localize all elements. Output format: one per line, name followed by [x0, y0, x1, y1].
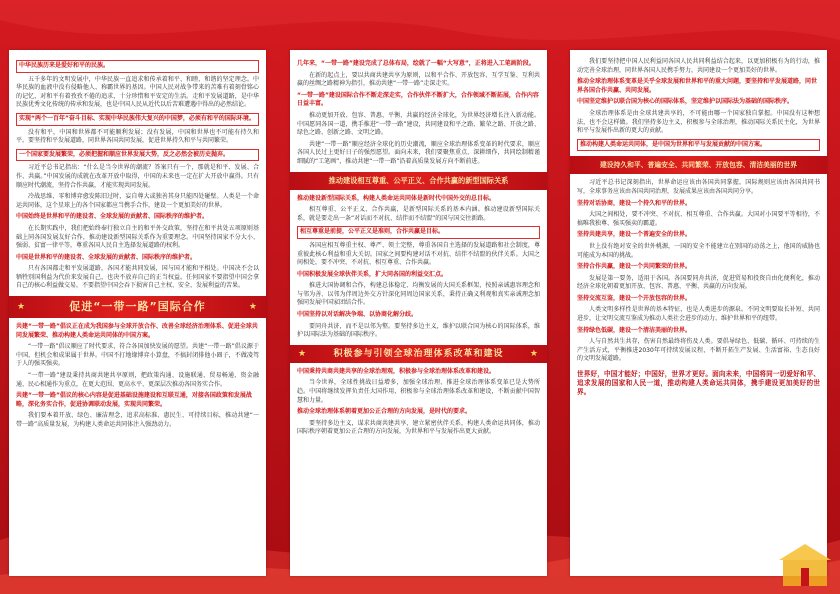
- left-panel: [9, 50, 266, 576]
- closing-statement: 世界好，中国才能好；中国好，世界才更好。面向未来，中国将同一切爱好和平、追求发展的国家和人民一道，推动构建人类命运共同体，携手建设更加美好的世界。: [577, 370, 820, 397]
- star-icon: ★: [17, 302, 27, 313]
- paragraph: “一带一路”建设秉持共商共建共享原则，把政策沟通、设施联通、贸易畅通、资金融通、民心相通作为重点，在更大范围、更高水平、更深层次推动各国务实合作。: [16, 372, 259, 388]
- paragraph: 相互尊重、公平正义、合作共赢，是新型国际关系的基本内涵。推动建设新型国际关系，就是要走出一条“对话而不对抗、结伴而不结盟”的国与国交往新路。: [297, 206, 540, 222]
- paragraph: 只有各国都走和平发展道路，各国才能共同发展，国与国才能和平相处。中国决不会以牺牲别国利益为代价来发展自己，也决不放弃自己的正当权益。任何国家不要指望中国会拿自己的核心利益做交易，不要指望中国会吞下损害自己主权、安全、发展利益的苦果。: [16, 265, 259, 290]
- highlight-line: 共建“一带一路”倡议正在成为我国参与全球开放合作、改善全球经济治理体系、促进全球共同发展繁荣、推动构建人类命运共同体的中国方案。: [16, 323, 258, 339]
- paragraph: 冷战思维、零和博弈愈发陈旧过时，妄自尊大或独善其身只能四处碰壁。人类是一个命运共同体，这个星球上的各个国家都应当携手合作，建设一个更加美好的世界。: [16, 193, 259, 209]
- highlight-line: 中国积极发展全球伙伴关系，扩大同各国的利益交汇点。: [297, 270, 448, 278]
- highlight-line: 坚持交流互鉴，建设一个开放包容的世界。: [577, 294, 692, 302]
- section-banner: [570, 156, 827, 174]
- paragraph: 在新的起点上，要以共商共建共享为原则，以和平合作、开放包容、互学互鉴、互利共赢的丝绸之路精神为指引，推动共建“一带一路”走深走实。: [297, 71, 540, 88]
- highlight-line: 中国秉持共商共建共享的全球治理观，积极参与全球治理体系改革和建设。: [297, 367, 496, 375]
- paragraph: 人类文明多样性是世界的基本特征，也是人类进步的源泉。不同文明要取长补短、共同进步，让文明交流互鉴成为推动人类社会进步的动力、维护世界和平的纽带。: [577, 306, 820, 323]
- paragraph: 要同舟共济，而不是以邻为壑。要坚持多边主义，维护以联合国为核心的国际体系，维护以国际法为基础的国际秩序。: [297, 322, 540, 339]
- highlight-line: 推动构建人类命运共同体，是中国为世界和平与发展贡献的中国方案。: [577, 139, 820, 152]
- highlight-line: 中国始终是世界和平的建设者、全球发展的贡献者、国际秩序的维护者。: [16, 213, 209, 221]
- panel2-blocks: [297, 60, 540, 167]
- paragraph: 大国之间相处，要不冲突、不对抗、相互尊重、合作共赢。大国对小国要平等相待，不搞唯我独尊、强买强卖的霸道。: [577, 211, 820, 227]
- highlight-line: 几年来，“一带一路”建设完成了总体布局，绘就了一幅“大写意”，正将进入工笔画阶段。: [297, 60, 535, 67]
- middle-panel: [290, 50, 547, 576]
- highlight-line: 一个国家要发展繁荣，必须把握和顺应世界发展大势，反之必然会被历史抛弃。: [16, 149, 259, 162]
- star-icon: ★: [298, 348, 308, 359]
- panel3-blocks: [577, 58, 820, 151]
- highlight-line: “一带一路”建设国际合作不断走深走实，合作伙伴不断扩大，合作领域不断拓展，合作内容日益丰富。: [297, 91, 539, 108]
- highlight-line: 坚持绿色低碳，建设一个清洁美丽的世界。: [577, 326, 692, 334]
- paragraph: 推动更加开放、包容、普惠、平衡、共赢的经济全球化，为世界经济增长注入新动能。中国愿同各国一道，携手推进“一带一路”建设，共同建设和平之路、繁荣之路、开放之路、绿色之路、创新之路、文明之路。: [297, 111, 540, 137]
- highlight-line: 中国坚定维护以联合国为核心的国际体系，坚定维护以国际法为基础的国际秩序。: [577, 98, 794, 106]
- star-icon: ★: [529, 348, 539, 359]
- highlight-line: 坚持共建共享，建设一个普遍安全的世界。: [577, 231, 692, 239]
- paragraph: 在长期实践中，我们把始终奉行独立自主的和平外交政策，坚持在和平共处五项原则基础上同各国发展友好合作，推动建设新型国际关系作为重要理念。中国坚持国家不分大小、强弱、贫富一律平等，尊重各国人民自主选择发展道路的权利。: [16, 224, 259, 250]
- highlight-line: 共建“一带一路”倡议的核心内容是促进基础设施建设和互联互通，对接各国政策和发展战略，深化务实合作，促进协调联动发展，实现共同繁荣。: [16, 392, 252, 408]
- paragraph: 习近平总书记指出：“什么是当今世界的潮流？答案只有一个，那就是和平、发展、合作、共赢。”中国发展的成就在改革开放中取得，中国的未来也一定在扩大开放中赢得。只有顺应时代潮流，坚持合作共赢，才能实现共同发展。: [16, 164, 259, 189]
- highlight-line: 中华民族历来是爱好和平的民族。: [16, 60, 259, 73]
- paragraph: 各国应相互尊重主权、尊严、领土完整，尊重各国自主选择的发展道路和社会制度，尊重彼此核心利益和重大关切。国家之间要构建对话不对抗、结伴不结盟的伙伴关系。大国之间相处，要不冲突、不对抗、相互尊重、合作共赢。: [297, 241, 540, 267]
- star-icon: ★: [248, 302, 258, 313]
- banner-title: 积极参与引领全球治理体系改革和建设: [333, 348, 504, 359]
- paragraph: 没有和平，中国和世界都不可能顺利发展；没有发展，中国和世界也不可能有持久和平。要坚持和平发展道路，同世界各国共同发展，促进世界持久和平与共同繁荣。: [16, 128, 259, 145]
- highlight-line: 坚持合作共赢，建设一个共同繁荣的世界。: [577, 263, 692, 271]
- paragraph: 发展是第一要务，适用于各国。各国要同舟共济，促进贸易和投资自由化便利化，推动经济全球化朝着更加开放、包容、普惠、平衡、共赢的方向发展。: [577, 274, 820, 291]
- section-banner: [290, 172, 547, 190]
- paragraph: 要坚持多边主义，谋求共商共建共享，建立紧密伙伴关系，构建人类命运共同体，推动国际秩序朝着更加公正合理的方向发展，为世界和平与发展作出更大贡献。: [297, 419, 540, 436]
- paragraph: 我们要坚持把中国人民利益同各国人民共同利益结合起来，以更加积极有为的行动，推动完善全球治理，同世界各国人民携手努力，共同建设一个更加美好的世界。: [577, 58, 820, 74]
- banner-title: 建设持久和平、普遍安全、共同繁荣、开放包容、清洁美丽的世界: [599, 161, 798, 170]
- panel1-blocks2: [16, 323, 259, 430]
- banner-title: 促进“一带一路”国际合作: [69, 300, 206, 314]
- section-banner: [290, 345, 547, 363]
- section-banner: [9, 296, 266, 318]
- paragraph: 人与自然共生共存，伤害自然最终将伤及人类。要倡导绿色、低碳、循环、可持续的生产生活方式，平衡推进2030年可持续发展议程，不断开拓生产发展、生活富裕、生态良好的文明发展道路。: [577, 338, 820, 363]
- paragraph: 世上没有绝对安全的世外桃源，一国的安全不能建立在别国的动荡之上，他国的威胁也可能成为本国的挑战。: [577, 242, 820, 259]
- highlight-line: 推动全球治理体系变革是关乎全球发展和世界和平的重大问题，要坚持和平发展道路，同世界各国合作共赢、共同发展。: [577, 78, 818, 94]
- right-panel: [570, 50, 827, 576]
- panel3-blocks2: [577, 179, 820, 364]
- panel1-blocks: [16, 60, 259, 291]
- highlight-line: 坚持对话协商，建设一个持久和平的世界。: [577, 199, 692, 207]
- paragraph: 共建“一带一路”顺应经济全球化的历史潮流，顺应全球治理体系变革的时代要求，顺应各国人民过上更好日子的强烈愿望。面向未来，我们要聚焦重点、深耕细作，共同绘制精谨细腻的“工笔画”，推动共建“一带一路”沿着高质量发展方向不断前进。: [297, 140, 540, 165]
- banner-title: 推动建设相互尊重、公平正义、合作共赢的新型国际关系: [328, 175, 509, 185]
- paragraph: 习近平总书记深刻指出，世界命运应该由各国共同掌握，国际规则应该由各国共同书写，全球事务应该由各国共同治理，发展成果应该由各国共同分享。: [577, 179, 820, 195]
- panel2-blocks2: [297, 195, 540, 340]
- decorative-building-icon: [775, 530, 835, 590]
- paragraph: 五千多年的文明发展中，中华民族一直追求和传承着和平、和睦、和谐的坚定理念。中华民族的血液中没有侵略他人、称霸世界的基因。中国人民对战争带来的苦难有着刻骨铭心的记忆，对和平有着孜孜不倦的追求，十分珍惜和平安定的生活。走和平发展道路，是中华民族优秀文化传统的传承和发展，也是中国人民从近代以后苦难遭遇中得出的必然结论。: [16, 75, 259, 109]
- highlight-line: 实现“两个一百年”奋斗目标、实现中华民族伟大复兴的中国梦，必须有和平的国际环境。: [16, 113, 259, 126]
- highlight-line: 推动全球治理体系朝着更加公正合理的方向发展，是时代的要求。: [297, 408, 472, 416]
- paragraph: 推进大国协调和合作，构建总体稳定、均衡发展的大国关系框架，按照亲诚惠容理念和与邻为善、以邻为伴周边外交方针深化同周边国家关系，秉持正确义利观和真实亲诚理念加强同发展中国家团结合作。: [297, 282, 540, 307]
- highlight-line: 中国是世界和平的建设者、全球发展的贡献者、国际秩序的维护者。: [16, 253, 197, 261]
- highlight-line: 推动建设新型国际关系，构建人类命运共同体是新时代中国外交的总目标。: [297, 194, 496, 202]
- paragraph: 当今世界，全球性挑战日益增多，加强全球治理、推进全球治理体系变革已是大势所趋。中国将继续发挥负责任大国作用，积极参与全球治理体系改革和建设，不断贡献中国智慧和力量。: [297, 379, 540, 404]
- highlight-line: 中国坚持以对话解决争端、以协商化解分歧。: [297, 311, 418, 319]
- paragraph: “一带一路”倡议顺应了时代要求，符合各国加快发展的愿望。共建“一带一路”倡议源于中国，但机会和成果属于世界。中国不打地缘博弈小算盘，不搞封闭排他小圈子，不做凌驾于人的强买强卖。: [16, 343, 259, 368]
- highlight-line: 相互尊重是前提，公平正义是准则，合作共赢是目标。: [297, 226, 540, 239]
- paragraph: 全球治理体系是由全球共建共享的，不可能由哪一个国家独自掌握。中国没有这种想法，也不会这样做。我们坚持多边主义，积极参与全球治理，推动国际关系民主化，为世界和平与发展作出新的更大的贡献。: [577, 109, 820, 135]
- paragraph: 我们要本着开放、绿色、廉洁理念，追求高标准、惠民生、可持续目标，推动共建“一带一路”高质量发展，为构建人类命运共同体注入强劲动力。: [16, 412, 259, 428]
- panel2-blocks3: [297, 368, 540, 437]
